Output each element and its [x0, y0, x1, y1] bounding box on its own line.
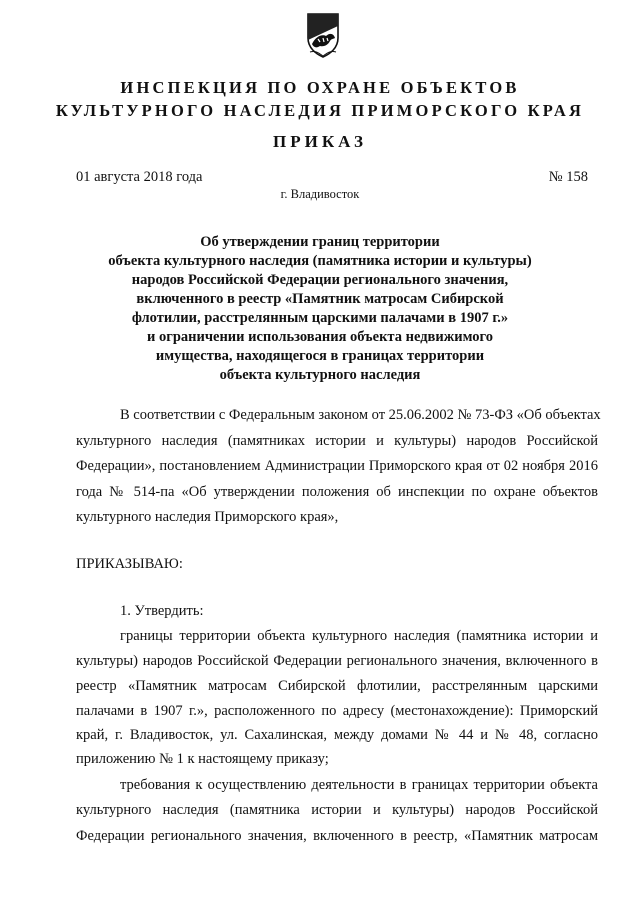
- organization-name-line-1: ИНСПЕКЦИЯ ПО ОХРАНЕ ОБЪЕКТОВ: [120, 78, 520, 97]
- title-line: включенного в реестр «Памятник матросам Сибирской: [136, 291, 504, 307]
- preamble-line: года № 514-па «Об утверждении положения об инспекции по охране объектов: [76, 484, 598, 500]
- order-city: г. Владивосток: [280, 187, 360, 201]
- order-title: [80, 233, 560, 385]
- preamble-line: культурного наследия Приморского края»,: [76, 509, 339, 525]
- paragraph-1-line: границы территории объекта культурного наследия (памятника истории и: [120, 628, 598, 644]
- coat-of-arms-emblem: [306, 12, 340, 58]
- paragraph-2-line: Федерации регионального значения, включенного в реестр, «Памятник матросам: [76, 828, 598, 844]
- title-line: и ограничении использования объекта недвижимого: [147, 329, 493, 345]
- order-date: 01 августа 2018 года: [76, 169, 203, 185]
- order-word: ПРИКАЗЫВАЮ:: [76, 556, 183, 572]
- preamble-line: культурного наследия (памятниках истории и культуры) народов Российской: [76, 433, 598, 449]
- title-line: объекта культурного наследия (памятника истории и культуры): [108, 253, 532, 269]
- preamble-line: В соответствии с Федеральным законом от 25.06.2002 № 73-ФЗ «Об объектах: [120, 407, 601, 423]
- preamble-line: Федерации», постановлением Администрации Приморского края от 02 ноября 2016: [76, 458, 598, 474]
- title-line: флотилии, расстрелянным царскими палачами в 1907 г.»: [131, 310, 509, 326]
- paragraph-1-line: реестр «Памятник матросам Сибирской флотилии, расстрелянным царскими: [76, 678, 598, 694]
- title-line: Об утверждении границ территории: [200, 234, 440, 250]
- order-number: № 158: [548, 169, 588, 185]
- title-line: имущества, находящегося в границах территории: [155, 348, 485, 364]
- organization-name-line-2: КУЛЬТУРНОГО НАСЛЕДИЯ ПРИМОРСКОГО КРАЯ: [55, 101, 585, 120]
- title-line: народов Российской Федерации регионального значения,: [131, 272, 509, 288]
- paragraph-1-line: приложению № 1 к настоящему приказу;: [76, 751, 329, 767]
- paragraph-1-line: культуры) народов Российской Федерации регионального значения, включенного в: [76, 653, 598, 669]
- paragraph-2-line: культурного наследия (памятника истории и культуры) народов Российской: [76, 802, 598, 818]
- document-type: ПРИКАЗ: [273, 132, 367, 151]
- paragraph-1-line: край, г. Владивосток, ул. Сахалинская, между домами № 44 и № 48, согласно: [76, 727, 598, 743]
- paragraph-2-line: требования к осуществлению деятельности в границах территории объекта: [120, 777, 598, 793]
- paragraph-1-line: палачами в 1907 г.», расположенного по адресу (местонахождение): Приморский: [76, 703, 598, 719]
- item-1-heading: 1. Утвердить:: [120, 603, 204, 619]
- title-line: объекта культурного наследия: [219, 367, 421, 383]
